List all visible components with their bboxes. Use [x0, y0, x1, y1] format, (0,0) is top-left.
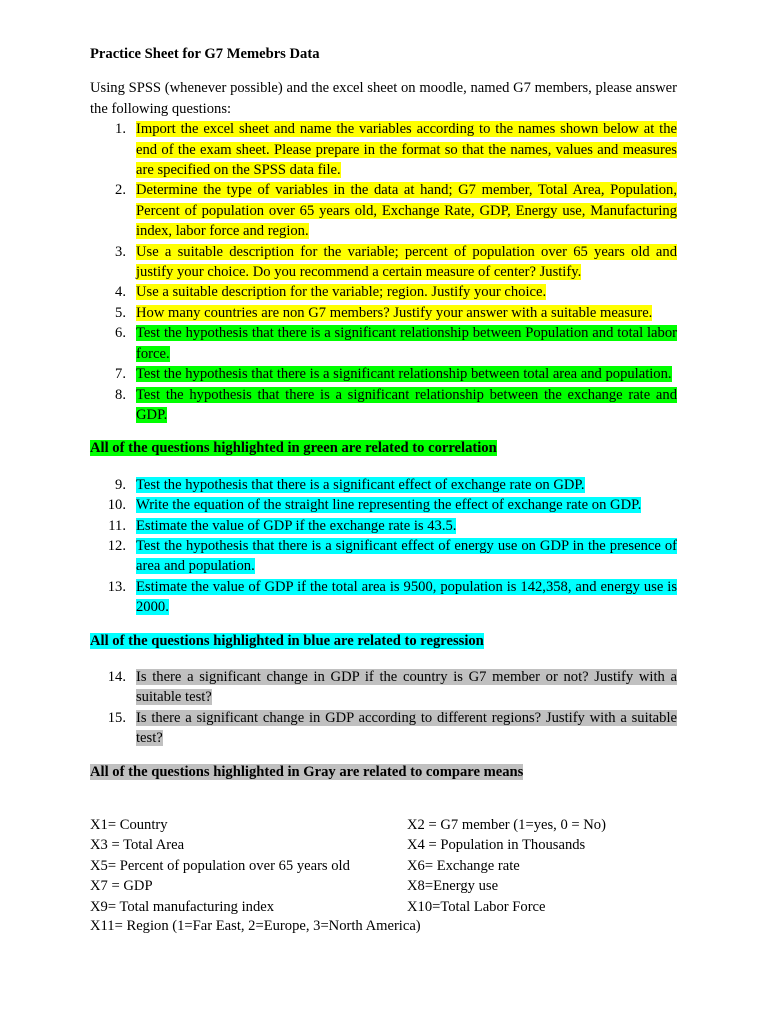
variable-def: X8=Energy use	[407, 878, 499, 895]
question-text: Import the excel sheet and name the variables according to the names shown below at the end of the exam sheet. Please prepare in the format so that the names, values and measures are specified on the SPSS data file.	[136, 121, 677, 179]
variable-def: X11= Region (1=Far East, 2=Europe, 3=North America)	[90, 918, 421, 935]
note-green-text: All of the questions highlighted in green are related to correlation	[90, 440, 497, 457]
variable-row	[90, 815, 690, 835]
question-item	[90, 180, 677, 241]
question-number: 11.	[108, 517, 126, 534]
question-item	[90, 536, 677, 577]
variable-row	[90, 835, 690, 855]
intro-paragraph: Using SPSS (whenever possible) and the excel sheet on moodle, named G7 members, please answer the following questions:	[90, 80, 677, 117]
variable-row	[90, 876, 690, 896]
question-text: Test the hypothesis that there is a significant relationship between Population and total labor force.	[136, 325, 677, 362]
question-number: 2.	[115, 182, 126, 199]
question-text: Test the hypothesis that there is a significant effect of exchange rate on GDP.	[136, 476, 585, 493]
question-text: Is there a significant change in GDP if the country is G7 member or not? Justify with a suitable test?	[136, 668, 677, 706]
variable-def: X9= Total manufacturing index	[90, 898, 275, 915]
question-item	[90, 516, 677, 536]
question-item	[90, 708, 677, 749]
variable-def: X2 = G7 member (1=yes, 0 = No)	[407, 817, 606, 833]
question-number: 9.	[115, 476, 126, 493]
document-title: Practice Sheet for G7 Memebrs Data	[90, 46, 320, 62]
question-list-yellow-green	[90, 119, 677, 425]
variable-def: X1= Country	[90, 817, 168, 833]
variable-def: X7 = GDP	[90, 878, 153, 895]
question-list-cyan	[90, 475, 677, 618]
note-gray	[90, 762, 677, 782]
question-item	[90, 282, 677, 302]
question-number: 10.	[107, 497, 126, 514]
variable-def: X4 = Population in Thousands	[407, 837, 586, 854]
question-item	[90, 577, 677, 618]
question-text: Use a suitable description for the variable; region. Justify your choice.	[136, 284, 547, 301]
variable-row	[90, 897, 690, 917]
question-number: 14.	[107, 668, 126, 685]
question-item	[90, 667, 677, 708]
question-item	[90, 475, 677, 495]
question-text: Estimate the value of GDP if the exchange rate is 43.5.	[136, 517, 457, 534]
note-blue-text: All of the questions highlighted in blue are related to regression	[90, 632, 484, 649]
question-item	[90, 364, 677, 384]
question-number: 4.	[115, 284, 126, 301]
variable-def: X3 = Total Area	[90, 837, 185, 854]
question-text: Test the hypothesis that there is a significant relationship between the exchange rate and GDP.	[136, 386, 677, 423]
question-text: Determine the type of variables in the data at hand; G7 member, Total Area, Population, Percent of population over 65 years old, Exchange Rate, GDP, Energy use, Manufacturing index, labor force and region.	[136, 182, 677, 240]
note-blue	[90, 631, 677, 651]
variable-definitions	[90, 815, 690, 936]
document-page	[90, 44, 677, 936]
question-text: Test the hypothesis that there is a significant relationship between total area and population.	[136, 366, 672, 383]
question-item	[90, 119, 677, 180]
question-number: 6.	[115, 325, 126, 342]
question-text: Write the equation of the straight line representing the effect of exchange rate on GDP.	[136, 497, 642, 514]
question-number: 7.	[115, 366, 126, 383]
question-text: Estimate the value of GDP if the total area is 9500, population is 142,358, and energy use is 2000.	[136, 578, 677, 616]
question-item	[90, 385, 677, 426]
variable-def: X10=Total Labor Force	[407, 898, 546, 915]
question-number: 8.	[115, 386, 126, 403]
question-number: 13.	[107, 578, 126, 595]
question-number: 3.	[115, 243, 126, 260]
question-number: 5.	[115, 304, 126, 321]
question-list-gray	[90, 667, 677, 749]
question-text: Use a suitable description for the variable; percent of population over 65 years old and justify your choice. Do you recommend a certain measure of center? Justify.	[136, 243, 677, 281]
question-item	[90, 495, 677, 515]
variable-row	[90, 856, 690, 876]
variable-def: X6= Exchange rate	[407, 857, 520, 874]
question-number: 15.	[107, 709, 126, 726]
question-text: Test the hypothesis that there is a significant effect of energy use on GDP in the presence of area and population.	[136, 537, 677, 575]
question-item	[90, 242, 677, 283]
note-green	[90, 438, 677, 458]
question-text: How many countries are non G7 members? Justify your answer with a suitable measure.	[136, 304, 653, 321]
variable-def: X5= Percent of population over 65 years old	[90, 857, 350, 874]
question-item	[90, 303, 677, 323]
variable-row-region	[90, 916, 690, 936]
note-gray-text: All of the questions highlighted in Gray are related to compare means	[90, 763, 524, 780]
question-number: 12.	[107, 537, 126, 554]
question-item	[90, 323, 677, 364]
question-text: Is there a significant change in GDP according to different regions? Justify with a suitable test?	[136, 709, 677, 747]
question-number: 1.	[115, 121, 126, 138]
